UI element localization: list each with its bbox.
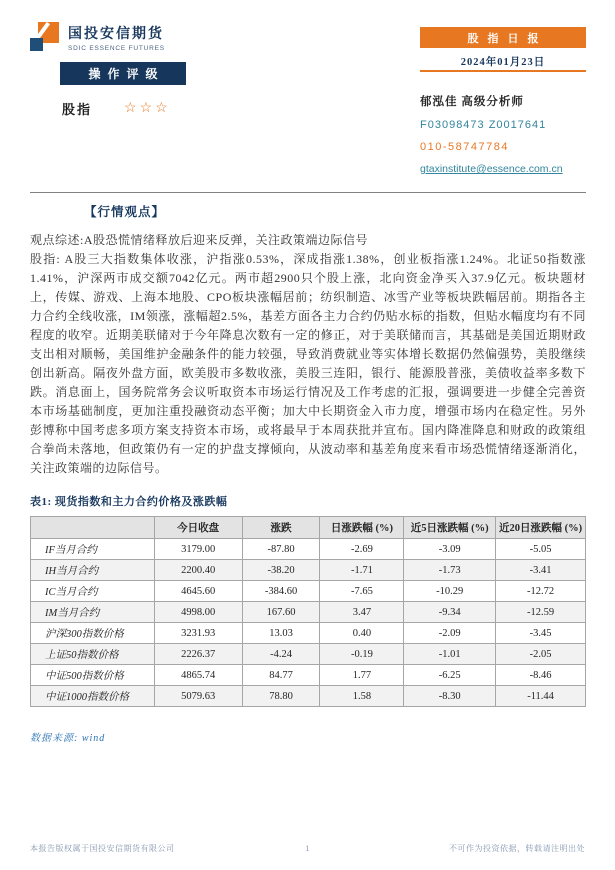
table-row	[31, 539, 586, 560]
company-name-en: SDIC ESSENCE FUTURES	[68, 44, 165, 52]
col-header-close: 今日收盘	[154, 517, 242, 539]
cell-5d-pct: -9.34	[404, 602, 496, 623]
table-row	[31, 644, 586, 665]
table-row	[31, 623, 586, 644]
cell-5d-pct: -1.01	[404, 644, 496, 665]
row-label: 上证50指数价格	[31, 644, 155, 665]
cell-20d-pct: -3.41	[496, 560, 586, 581]
cell-20d-pct: -3.45	[496, 623, 586, 644]
cell-day-pct: -7.65	[320, 581, 404, 602]
cell-change: -384.60	[242, 581, 320, 602]
cell-day-pct: -0.19	[320, 644, 404, 665]
table-header-row	[31, 517, 586, 539]
cell-20d-pct: -8.46	[496, 665, 586, 686]
instrument-rating-row	[62, 99, 171, 118]
analyst-name: 郁泓佳 高级分析师	[420, 96, 524, 108]
table-caption: 表1: 现货指数和主力合约价格及涨跌幅	[30, 496, 228, 508]
data-source: 数据来源: wind	[30, 733, 106, 744]
footer-copyright: 本报告版权属于国投安信期货有限公司	[30, 844, 175, 853]
cell-5d-pct: -6.25	[404, 665, 496, 686]
cell-20d-pct: -2.05	[496, 644, 586, 665]
cell-change: 84.77	[242, 665, 320, 686]
cell-close: 3231.93	[154, 623, 242, 644]
col-header-5d-pct: 近5日涨跌幅 (%)	[404, 517, 496, 539]
cell-change: 78.80	[242, 686, 320, 707]
body-paragraph: 股指: A股三大指数集体收涨，沪指涨0.53%，深成指涨1.38%，创业板指涨1.24%。北证50指数涨1.41%，沪深两市成交额7042亿元。两市超2900只个股上涨，北向资金净买入37.9亿元。板块题材上，传媒、游戏、上海本地股、CPO板块涨幅居前；纺织制造、冰雪产业等板块跌幅居前。期指各主力合约全线收涨，IM领涨，涨幅超2.5%，基差方面各主力合约仍贴水标的指数，但贴水幅度均有不同程度的收窄。近期美联储对于今年降息次数有一定的修正，对于美联储而言，其基础是美国近期财政支出相对顺畅，美国维护金融条件的能力较强，导致消费就业等实体增长数据仍然偏强势，美股继续创出新高。隔夜外盘方面，欧美股市多数收涨，美股三连阳，银行、能源股普涨，美债收益率多数下跌。消息面上，国务院常务会议听取资本市场运行情况及工作考虑的汇报，强调要进一步健全完善资本市场基础制度，更加注重投融资动态平衡；加大中长期资金入市力度，增强市场内在稳定性。另外彭博称中国考虑多项方案支持资本市场，或将最早于本周获批并宣布。国内降准降息和财政的政策组合拳尚未落地，但政策仍有一定的护盘支撑倾向，从波动率和基差角度来看市场恐慌情绪逐渐消化，关注政策端的边际信号。	[30, 252, 586, 475]
header-divider	[30, 192, 586, 193]
report-date: 2024年01月23日	[460, 57, 546, 68]
cell-close: 3179.00	[154, 539, 242, 560]
instrument-label: 股指	[62, 102, 93, 117]
col-header-20d-pct: 近20日涨跌幅 (%)	[496, 517, 586, 539]
cell-5d-pct: -1.73	[404, 560, 496, 581]
cell-day-pct: -2.69	[320, 539, 404, 560]
table-row	[31, 581, 586, 602]
col-header-day-pct: 日涨跌幅 (%)	[320, 517, 404, 539]
row-label: IC当月合约	[31, 581, 155, 602]
cell-5d-pct: -3.09	[404, 539, 496, 560]
cell-5d-pct: -10.29	[404, 581, 496, 602]
table-row	[31, 686, 586, 707]
cell-change: 13.03	[242, 623, 320, 644]
cell-close: 2200.40	[154, 560, 242, 581]
report-type-banner: 股指日报	[420, 27, 586, 48]
footer-page-number: 1	[305, 844, 310, 853]
cell-close: 4645.60	[154, 581, 242, 602]
cell-day-pct: 1.58	[320, 686, 404, 707]
company-logo-icon	[30, 22, 60, 52]
cell-close: 4865.74	[154, 665, 242, 686]
rating-box-label: 操作评级	[60, 62, 186, 85]
company-name-cn: 国投安信期货	[68, 24, 164, 41]
row-label: IF当月合约	[31, 539, 155, 560]
cell-5d-pct: -8.30	[404, 686, 496, 707]
cell-day-pct: -1.71	[320, 560, 404, 581]
cell-close: 5079.63	[154, 686, 242, 707]
cell-change: 167.60	[242, 602, 320, 623]
analyst-email-link[interactable]: gtaxinstitute@essence.com.cn	[420, 163, 563, 175]
row-label: 沪深300指数价格	[31, 623, 155, 644]
rating-stars: ☆☆☆	[124, 101, 171, 116]
cell-change: -4.24	[242, 644, 320, 665]
analyst-phone: 010-58747784	[420, 141, 509, 153]
cell-day-pct: 0.40	[320, 623, 404, 644]
report-content	[30, 202, 586, 744]
analyst-certificates: F03098473 Z0017641	[420, 119, 547, 131]
cell-change: -38.20	[242, 560, 320, 581]
row-label: IH当月合约	[31, 560, 155, 581]
cell-close: 4998.00	[154, 602, 242, 623]
company-logo	[30, 22, 165, 52]
table-row	[31, 560, 586, 581]
section-title: 【行情观点】	[84, 205, 166, 219]
table-row	[31, 602, 586, 623]
cell-day-pct: 3.47	[320, 602, 404, 623]
col-header-change: 涨跌	[242, 517, 320, 539]
cell-day-pct: 1.77	[320, 665, 404, 686]
cell-close: 2226.37	[154, 644, 242, 665]
row-label: IM当月合约	[31, 602, 155, 623]
company-name-block	[68, 23, 165, 52]
footer-disclaimer: 不可作为投资依据，转载请注明出处	[449, 844, 585, 853]
row-label: 中证500指数价格	[31, 665, 155, 686]
summary-line: 观点综述:A股恐慌情绪释放后迎来反弹，关注政策端边际信号	[30, 233, 369, 247]
price-table	[30, 516, 586, 707]
cell-20d-pct: -12.72	[496, 581, 586, 602]
cell-5d-pct: -2.09	[404, 623, 496, 644]
row-label: 中证1000指数价格	[31, 686, 155, 707]
table-body	[31, 539, 586, 707]
col-header-name	[31, 517, 155, 539]
cell-change: -87.80	[242, 539, 320, 560]
page-footer	[30, 843, 585, 854]
table-row	[31, 665, 586, 686]
date-underline	[420, 70, 586, 72]
cell-20d-pct: -11.44	[496, 686, 586, 707]
analyst-block	[420, 93, 563, 175]
cell-20d-pct: -12.59	[496, 602, 586, 623]
cell-20d-pct: -5.05	[496, 539, 586, 560]
